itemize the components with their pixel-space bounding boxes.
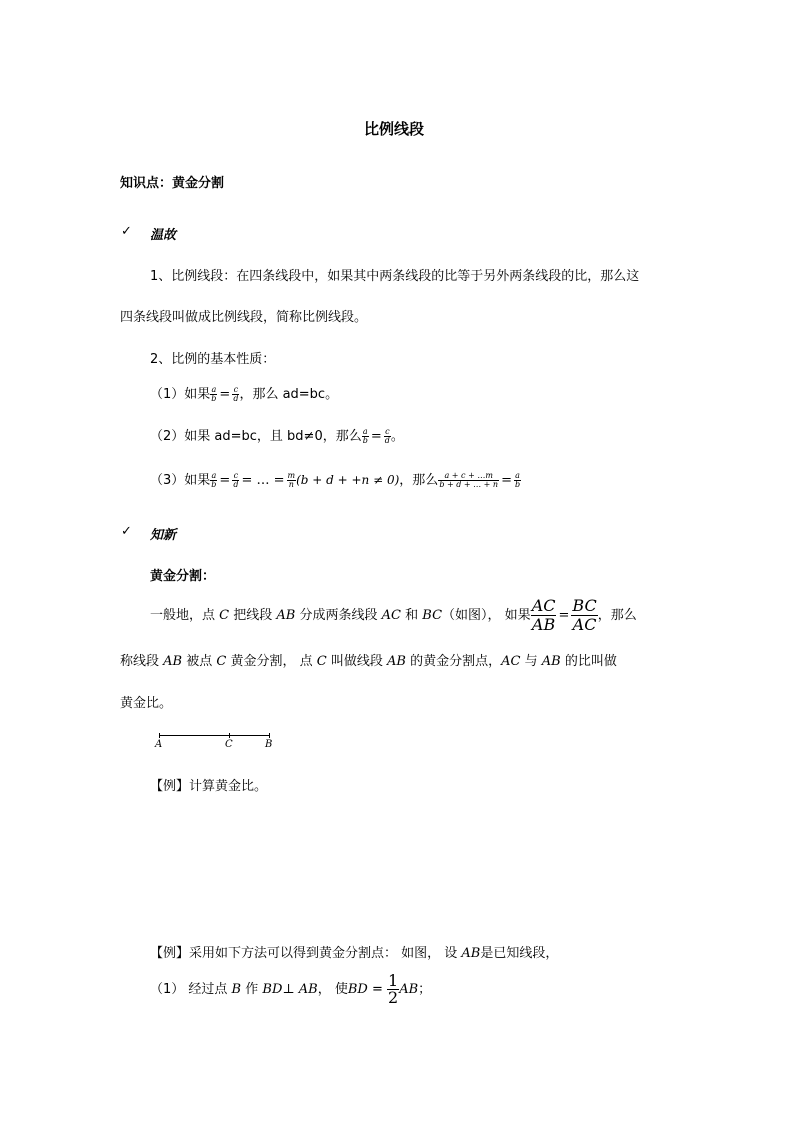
text: 分成两条线段 xyxy=(299,608,378,623)
point-c: C xyxy=(219,608,230,623)
golden-section-heading: 黄金分割： xyxy=(150,569,216,584)
fraction-c-d xyxy=(232,472,239,489)
text: ； xyxy=(418,982,432,997)
segment-ab: AB xyxy=(461,946,481,961)
equals-sign: = xyxy=(501,473,512,488)
denominator: AB xyxy=(531,615,556,634)
step-1 xyxy=(150,970,431,1010)
new-heading: 知新 xyxy=(150,528,177,543)
property-1-suffix: ，那么 ad=bc。 xyxy=(239,387,339,402)
text: （如图）， 如果 xyxy=(442,608,531,623)
golden-definition-line-3: 黄金比。 xyxy=(120,696,173,711)
ellipsis-equals: = … = xyxy=(241,473,285,488)
numerator: a xyxy=(211,471,217,480)
text: （1） 经过点 xyxy=(150,982,228,997)
check-icon: ✓ xyxy=(121,224,132,239)
text: 和 xyxy=(405,608,419,623)
segment-bc: BC xyxy=(422,608,443,623)
tick-b xyxy=(269,733,270,738)
fraction-a-b xyxy=(362,428,369,445)
fraction-ac-ab xyxy=(531,598,557,633)
golden-definition-line-1 xyxy=(150,596,637,636)
condition: (b + d + +n ≠ 0) xyxy=(296,473,400,487)
example-1: 【例】计算黄金比。 xyxy=(150,779,268,794)
property-2-suffix: 。 xyxy=(390,429,404,444)
fraction-a-b xyxy=(210,472,217,489)
numerator: c xyxy=(233,471,239,480)
segment-line xyxy=(159,735,270,736)
numerator: BC xyxy=(572,596,597,615)
text: 叫做线段 xyxy=(330,654,383,669)
fraction-m-n xyxy=(287,472,297,489)
text: 把线段 xyxy=(233,608,273,623)
segment-bd-perp: BD⊥ xyxy=(262,982,295,997)
equals-sign: = xyxy=(219,473,231,488)
numerator: 1 xyxy=(388,971,399,990)
equals-sign: = xyxy=(371,982,383,997)
fraction-c-d xyxy=(384,428,391,445)
page-title: 比例线段 xyxy=(364,120,425,138)
segment-ac: AC xyxy=(501,654,521,669)
text: 作 xyxy=(245,982,259,997)
text: ， 使 xyxy=(317,982,348,997)
denominator: n xyxy=(288,480,294,489)
example-2 xyxy=(150,942,558,961)
review-heading: 温故 xyxy=(150,228,177,243)
text: 的比叫做 xyxy=(564,654,617,669)
denominator: d xyxy=(233,480,239,489)
point-b: B xyxy=(231,982,242,997)
numerator: c xyxy=(385,427,390,436)
numerator: a xyxy=(515,471,520,480)
numerator: AC xyxy=(531,596,556,615)
property-3-prefix: （3）如果 xyxy=(150,473,211,488)
point-label-a: A xyxy=(155,739,163,750)
tick-c xyxy=(229,733,230,738)
denominator: b xyxy=(362,436,368,445)
property-1-prefix: （1）如果 xyxy=(150,387,211,402)
point-label-b: B xyxy=(265,739,273,750)
fraction-sum xyxy=(438,472,499,489)
definition-line-1: 1、比例线段：在四条线段中，如果其中两条线段的比等于另外两条线段的比，那么这 xyxy=(150,269,640,284)
segment-ac: AC xyxy=(381,608,401,623)
text: 与 xyxy=(524,654,538,669)
denominator: 2 xyxy=(388,988,399,1007)
denominator: AC xyxy=(572,615,597,634)
fraction-a-b xyxy=(210,386,217,403)
tick-a xyxy=(159,733,160,738)
property-2-prefix: （2）如果 ad=bc，且 bd≠0，那么 xyxy=(150,429,362,444)
property-3-then: ，那么 xyxy=(399,473,439,488)
point-c: C xyxy=(216,654,227,669)
segment-ab: AB xyxy=(276,608,296,623)
golden-definition-line-2 xyxy=(120,650,617,669)
text: 是已知线段， xyxy=(480,946,559,961)
segment-ab: AB xyxy=(298,982,318,997)
point-label-c: C xyxy=(225,739,233,750)
text: 称线段 xyxy=(120,654,160,669)
property-3 xyxy=(150,468,521,493)
text: 的黄金分割点， xyxy=(410,654,502,669)
property-2 xyxy=(150,426,404,448)
denominator: d xyxy=(384,436,390,445)
check-icon: ✓ xyxy=(121,524,132,539)
equals-sign: = xyxy=(370,429,382,444)
segment-ab: AB xyxy=(163,654,183,669)
denominator: b xyxy=(514,480,521,489)
numerator: c xyxy=(233,385,239,394)
knowledge-point-heading: 知识点：黄金分割 xyxy=(120,176,225,191)
denominator: b + d + … + n xyxy=(439,480,499,489)
fraction-a-b xyxy=(514,472,521,489)
segment-ab: AB xyxy=(387,654,406,669)
segment-bd: BD xyxy=(347,982,368,997)
text: 被点 xyxy=(186,654,213,669)
numerator: a xyxy=(362,427,368,436)
numerator: m xyxy=(287,471,296,480)
property-1 xyxy=(150,384,338,406)
definition-line-2: 四条线段叫做成比例线段，简称比例线段。 xyxy=(120,310,368,325)
denominator: d xyxy=(233,394,239,403)
fraction-bc-ac xyxy=(571,598,597,633)
point-c: C xyxy=(316,654,327,669)
numerator: a + c + …m xyxy=(438,472,499,481)
fraction-one-half xyxy=(387,973,399,1006)
text: 一般地，点 xyxy=(150,608,216,623)
text: 黄金分割， 点 xyxy=(230,654,313,669)
equals-sign: = xyxy=(219,387,231,402)
segment-ab: AB xyxy=(541,654,561,669)
text: ，那么 xyxy=(597,608,637,623)
denominator: b xyxy=(211,394,217,403)
property-heading: 2、比例的基本性质： xyxy=(150,352,276,367)
equals-sign: = xyxy=(558,608,570,623)
denominator: b xyxy=(211,480,217,489)
text: 【例】采用如下方法可以得到黄金分割点： 如图， 设 xyxy=(150,946,458,961)
numerator: a xyxy=(211,385,217,394)
segment-ab: AB xyxy=(399,982,419,997)
